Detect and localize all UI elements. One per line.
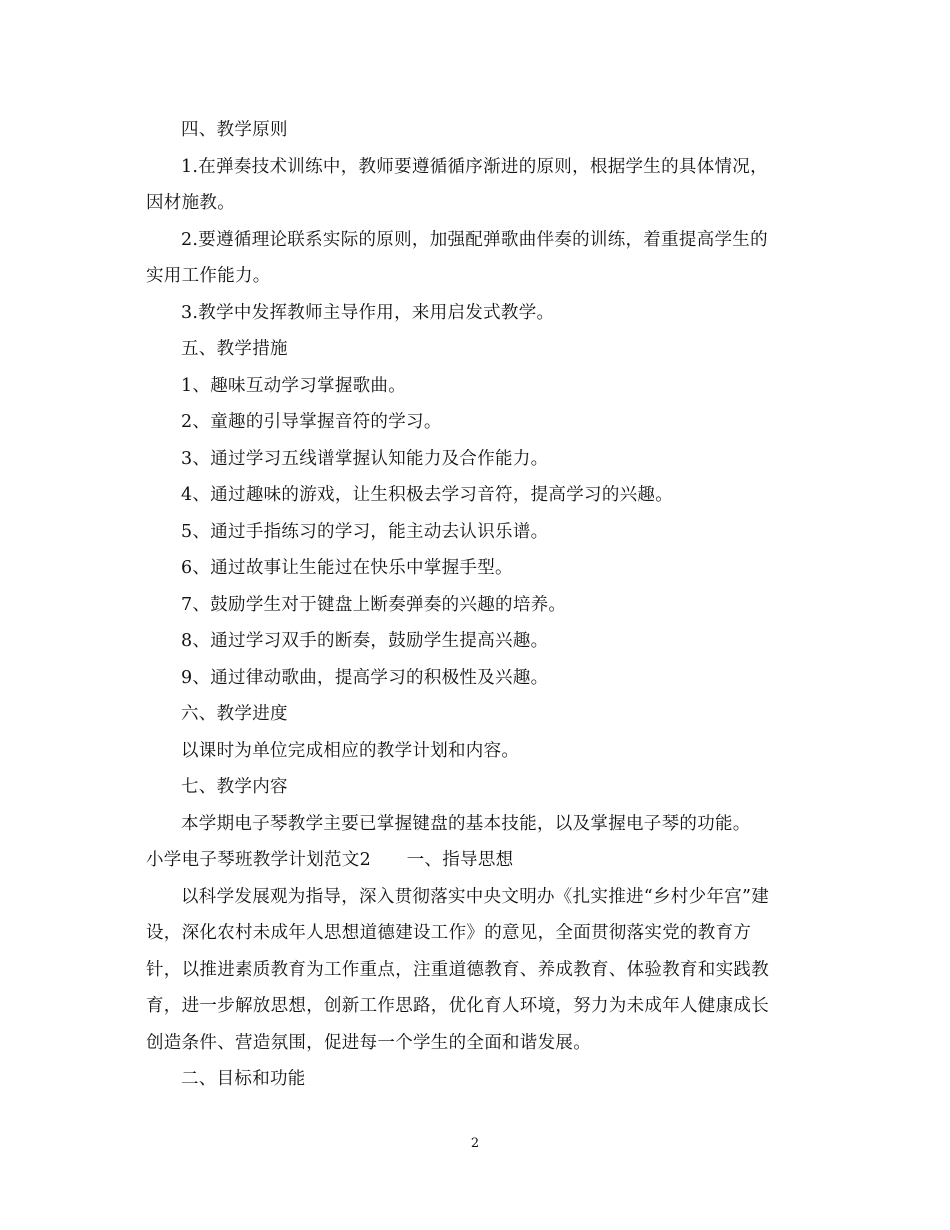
list-item: 8、通过学习双手的断奏，鼓励学生提高兴趣。: [181, 631, 549, 651]
paragraph-line: 以科学发展观为指导，深入贯彻落实中央文明办《扎实推进“乡村少年宫”建: [181, 887, 770, 907]
paragraph-line: 针，以推进素质教育为工作重点，注重道德教育、养成教育、体验教育和实践教: [146, 960, 769, 980]
paragraph-line: 2.要遵循理论联系实际的原则，加强配弹歌曲伴奏的训练，着重提高学生的: [181, 230, 768, 250]
section-title-line: 小学电子琴班教学计划范文2 一、指导思想: [146, 850, 514, 870]
heading-teaching-content: 七、教学内容: [181, 777, 288, 797]
paragraph-line: 1.在弹奏技术训练中，教师要遵循循序渐进的原则，根据学生的具体情况，: [181, 157, 768, 177]
paragraph-line: 本学期电子琴教学主要已掌握键盘的基本技能，以及掌握电子琴的功能。: [181, 814, 751, 834]
paragraph-line: 设，深化农村未成年人思想道德建设工作》的意见，全面贯彻落实党的教育方: [146, 923, 752, 943]
paragraph-line: 育，进一步解放思想，创新工作思路，优化育人环境，努力为未成年人健康成长: [146, 996, 769, 1016]
heading-teaching-principles: 四、教学原则: [181, 120, 288, 140]
list-item: 4、通过趣味的游戏，让生积极去学习音符，提高学习的兴趣。: [181, 485, 674, 505]
list-item: 3、通过学习五线谱掌握认知能力及合作能力。: [181, 449, 549, 469]
paragraph-line: 3.教学中发挥教师主导作用，来用启发式教学。: [181, 303, 555, 323]
list-item: 9、通过律动歌曲，提高学习的积极性及兴趣。: [181, 668, 549, 688]
heading-teaching-measures: 五、教学措施: [181, 339, 288, 359]
paragraph-line: 实用工作能力。: [146, 266, 271, 286]
paragraph-line: 因材施教。: [146, 193, 235, 213]
paragraph-line: 以课时为单位完成相应的教学计划和内容。: [181, 741, 520, 761]
paragraph-line: 创造条件、营造氛围，促进每一个学生的全面和谐发展。: [146, 1033, 591, 1053]
heading-teaching-progress: 六、教学进度: [181, 704, 288, 724]
heading-goals-functions: 二、目标和功能: [181, 1069, 306, 1089]
list-item: 2、童趣的引导掌握音符的学习。: [181, 412, 442, 432]
list-item: 5、通过手指练习的学习，能主动去认识乐谱。: [181, 522, 549, 542]
list-item: 6、通过故事让生能过在快乐中掌握手型。: [181, 558, 513, 578]
list-item: 1、趣味互动学习掌握歌曲。: [181, 376, 407, 396]
list-item: 7、鼓励学生对于键盘上断奏弹奏的兴趣的培养。: [181, 595, 567, 615]
page-number: 2: [470, 1136, 480, 1151]
